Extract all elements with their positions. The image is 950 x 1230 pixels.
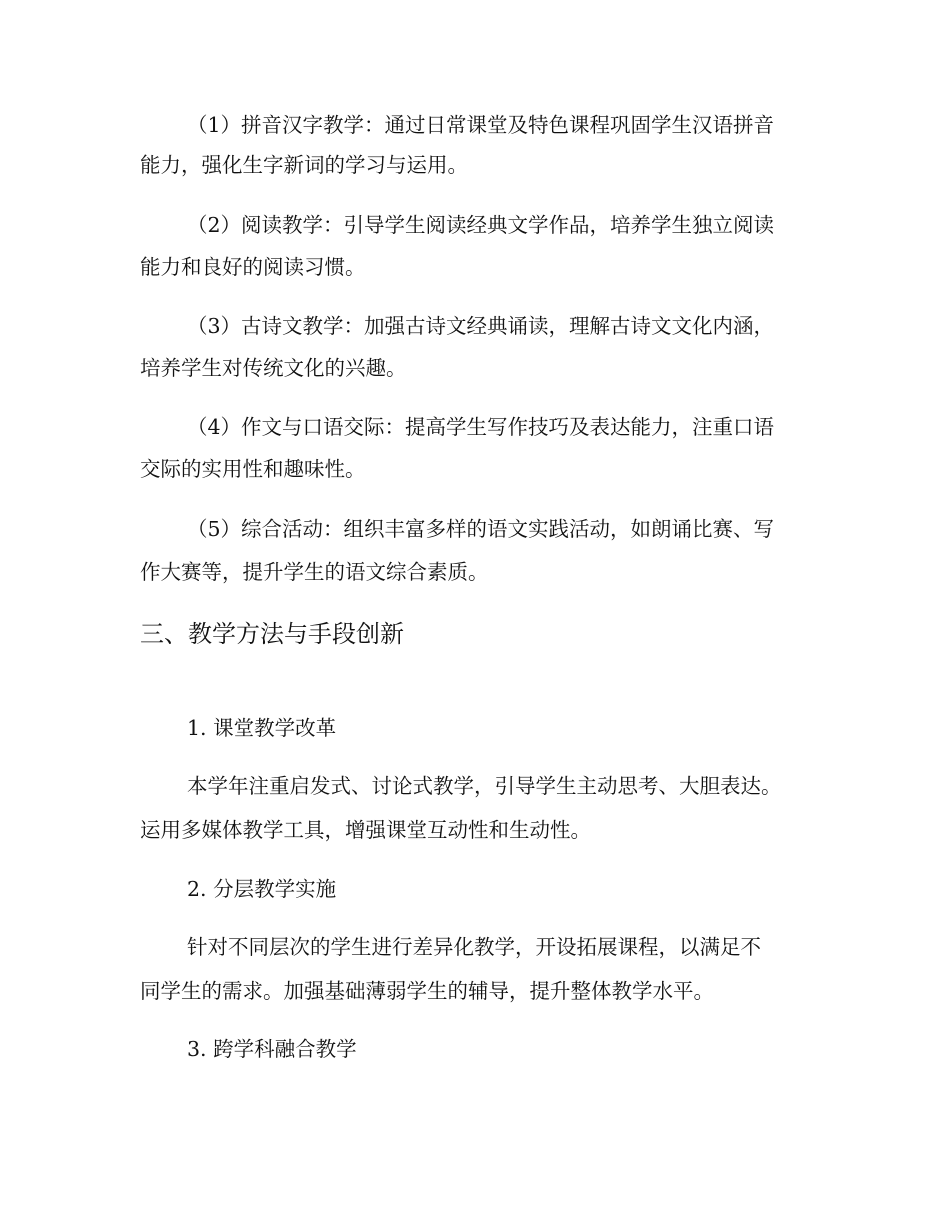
subsection-1-line-2: 运用多媒体教学工具，增强课堂互动性和生动性。: [140, 818, 591, 842]
item-4-line-1: （4）作文与口语交际：提高学生写作技巧及表达能力，注重口语: [187, 415, 775, 439]
item-1-line-1: （1）拼音汉字教学：通过日常课堂及特色课程巩固学生汉语拼音: [187, 113, 775, 137]
item-1-line-2: 能力，强化生字新词的学习与运用。: [140, 153, 468, 177]
subsection-1-title: 1. 课堂教学改革: [187, 716, 337, 740]
item-5-line-2: 作大赛等，提升学生的语文综合素质。: [140, 560, 489, 584]
item-5-line-1: （5）综合活动：组织丰富多样的语文实践活动，如朗诵比赛、写: [187, 517, 775, 541]
item-4-line-2: 交际的实用性和趣味性。: [140, 457, 366, 481]
subsection-2-line-1: 针对不同层次的学生进行差异化教学，开设拓展课程，以满足不: [187, 935, 761, 959]
subsection-2-title: 2. 分层教学实施: [187, 877, 337, 901]
item-3-line-1: （3）古诗文教学：加强古诗文经典诵读，理解古诗文文化内涵，: [187, 314, 775, 338]
subsection-1-line-1: 本学年注重启发式、讨论式教学，引导学生主动思考、大胆表达。: [187, 774, 782, 798]
item-3-line-2: 培养学生对传统文化的兴趣。: [140, 356, 407, 380]
item-2-line-1: （2）阅读教学：引导学生阅读经典文学作品，培养学生独立阅读: [187, 213, 775, 237]
item-2-line-2: 能力和良好的阅读习惯。: [140, 255, 366, 279]
subsection-3-title: 3. 跨学科融合教学: [187, 1037, 357, 1061]
section-heading: 三、教学方法与手段创新: [140, 620, 404, 648]
subsection-2-line-2: 同学生的需求。加强基础薄弱学生的辅导，提升整体教学水平。: [140, 979, 714, 1003]
